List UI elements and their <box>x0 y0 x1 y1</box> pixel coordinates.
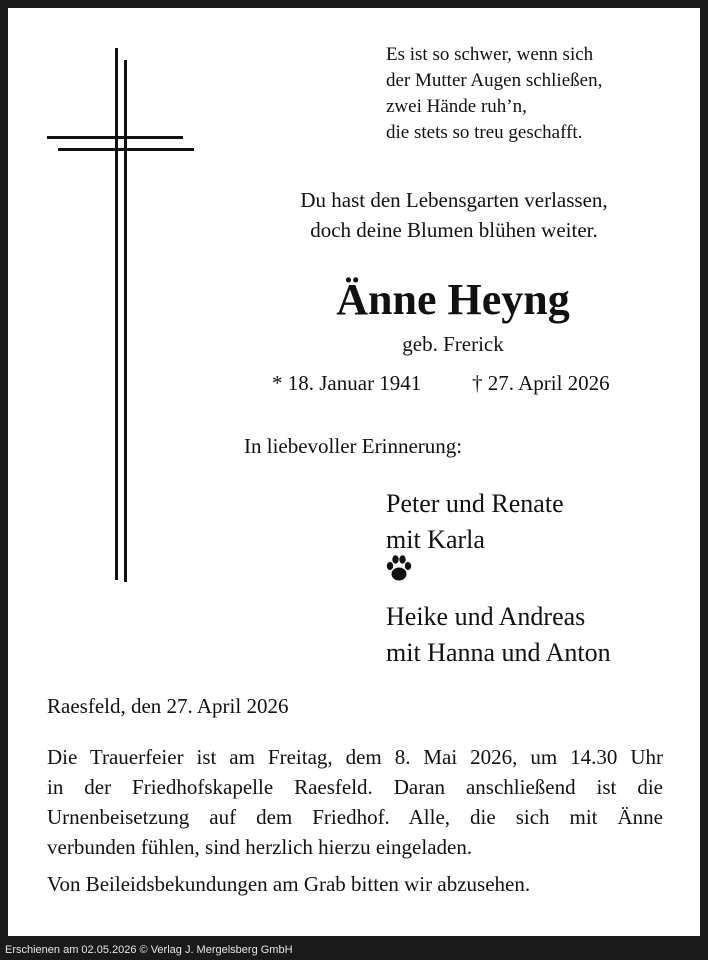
service-info <box>47 742 663 862</box>
family-line: mit Hanna und Anton <box>386 638 611 667</box>
verse-line: doch deine Blumen blühen weiter. <box>310 218 598 242</box>
poem-line: zwei Hände ruh’n, <box>386 96 527 117</box>
closing-note: Von Beileidsbekundungen am Grab bitten wir abzusehen. <box>47 872 531 896</box>
death-date: † 27. April 2026 <box>472 371 610 395</box>
family-group <box>386 486 564 558</box>
paw-print-icon <box>384 554 414 582</box>
obituary-card <box>8 8 700 936</box>
service-info-line: Urnenbeisetzung auf dem Friedhof. Alle, die sich mit Änne <box>47 805 663 829</box>
cross-vertical-bar <box>115 48 118 580</box>
service-info-line: Die Trauerfeier ist am Freitag, dem 8. Mai 2026, um 14.30 Uhr <box>47 745 663 769</box>
family-line: Heike und Andreas <box>386 602 586 631</box>
cross-horizontal-bar <box>47 136 183 139</box>
cross-horizontal-bar <box>58 148 194 151</box>
verse-line: Du hast den Lebensgarten verlassen, <box>300 188 608 212</box>
family-line: Peter und Renate <box>386 489 564 518</box>
poem-line: die stets so treu geschafft. <box>386 122 583 143</box>
verse <box>208 185 700 245</box>
poem-line: Es ist so schwer, wenn sich <box>386 44 594 65</box>
family-group <box>386 599 611 671</box>
poem <box>386 42 602 146</box>
memory-line: In liebevoller Erinnerung: <box>244 434 463 458</box>
service-info-line: in der Friedhofskapelle Raesfeld. Daran anschließend ist die <box>47 775 663 799</box>
birth-date: * 18. Januar 1941 <box>272 371 422 395</box>
place-date: Raesfeld, den 27. April 2026 <box>47 694 289 718</box>
deceased-name: Änne Heyng <box>336 275 570 324</box>
family-line: mit Karla <box>386 525 485 554</box>
poem-line: der Mutter Augen schließen, <box>386 70 603 91</box>
service-info-line: verbunden fühlen, sind herzlich hierzu eingeladen. <box>47 835 473 859</box>
publication-footer: Erschienen am 02.05.2026 © Verlag J. Mergelsberg GmbH <box>5 944 293 956</box>
birth-name: geb. Frerick <box>402 332 504 356</box>
